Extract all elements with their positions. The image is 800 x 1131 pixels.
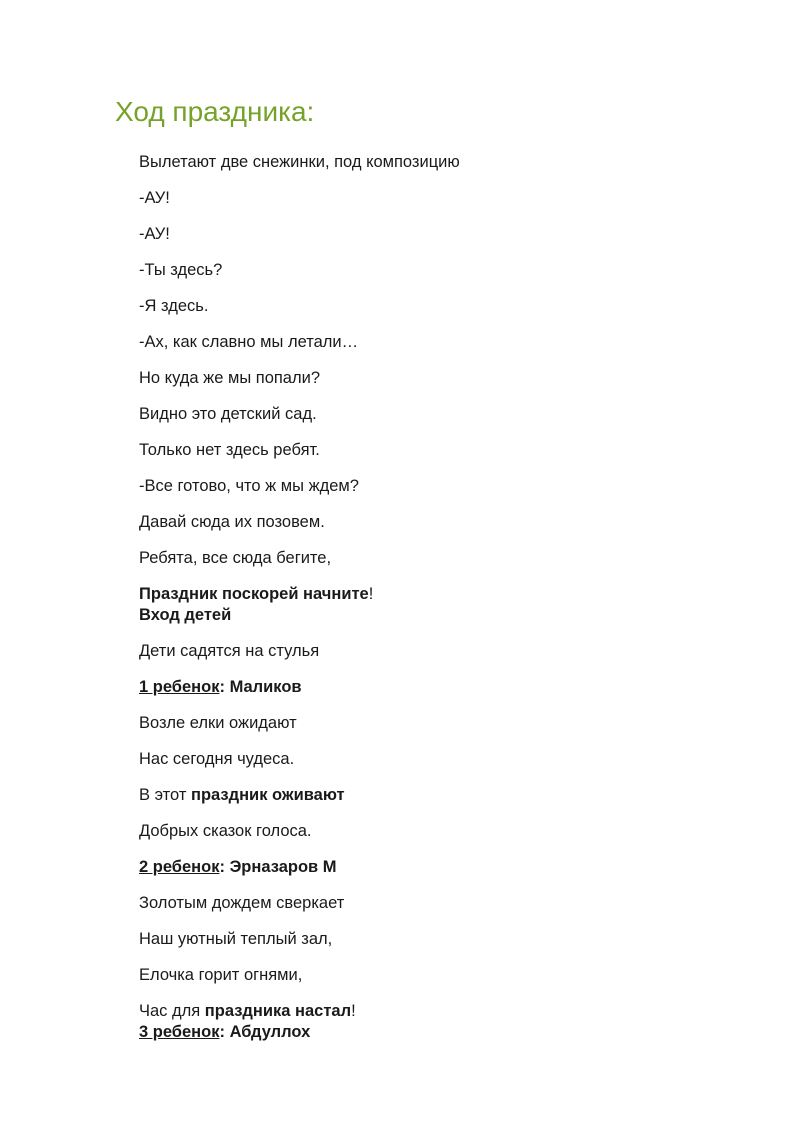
text-line: Вылетают две снежинки, под композицию <box>139 153 460 171</box>
speaker-name: : Эрназаров М <box>219 858 337 876</box>
text-line: Ребята, все сюда бегите, <box>139 549 332 567</box>
plain-text: ! <box>368 585 374 603</box>
speaker-label <box>139 677 302 697</box>
text-line: -Ты здесь? <box>139 261 223 279</box>
bold-text: праздника настал <box>204 1002 352 1020</box>
plain-text: В этот <box>139 786 191 804</box>
text-line <box>139 584 373 604</box>
text-line: Возле елки ожидают <box>139 714 297 732</box>
text-line <box>139 785 345 805</box>
speaker-label <box>139 857 337 877</box>
text-line: Добрых сказок голоса. <box>139 822 312 840</box>
bold-text: праздник оживают <box>190 786 345 804</box>
text-line: Нас сегодня чудеса. <box>139 750 295 768</box>
section-heading: Ход праздника: <box>115 96 315 127</box>
text-line: -Ах, как славно мы летали… <box>139 333 359 351</box>
text-line: -Я здесь. <box>139 297 209 315</box>
bold-text: Праздник поскорей начните <box>139 585 369 603</box>
stage-direction: Вход детей <box>139 606 232 624</box>
text-line: Но куда же мы попали? <box>139 369 321 387</box>
text-line: Видно это детский сад. <box>139 405 317 423</box>
text-line <box>139 1001 356 1021</box>
speaker-number: 3 ребенок <box>139 1023 220 1041</box>
speaker-number: 1 ребенок <box>139 678 220 696</box>
speaker-number: 2 ребенок <box>139 858 220 876</box>
text-line: Дети садятся на стулья <box>139 642 320 660</box>
speaker-label <box>139 1022 310 1042</box>
plain-text: Час для <box>139 1002 205 1020</box>
text-line: Золотым дождем сверкает <box>139 894 345 912</box>
text-line: Елочка горит огнями, <box>139 966 303 984</box>
text-line: Наш уютный теплый зал, <box>139 930 333 948</box>
text-line: Давай сюда их позовем. <box>139 513 325 531</box>
text-line: -АУ! <box>139 225 170 243</box>
text-line: -АУ! <box>139 189 170 207</box>
text-line: -Все готово, что ж мы ждем? <box>139 477 359 495</box>
plain-text: ! <box>351 1002 356 1020</box>
text-line: Только нет здесь ребят. <box>139 441 320 459</box>
speaker-name: : Маликов <box>219 678 302 696</box>
speaker-name: : Абдуллох <box>219 1023 311 1041</box>
